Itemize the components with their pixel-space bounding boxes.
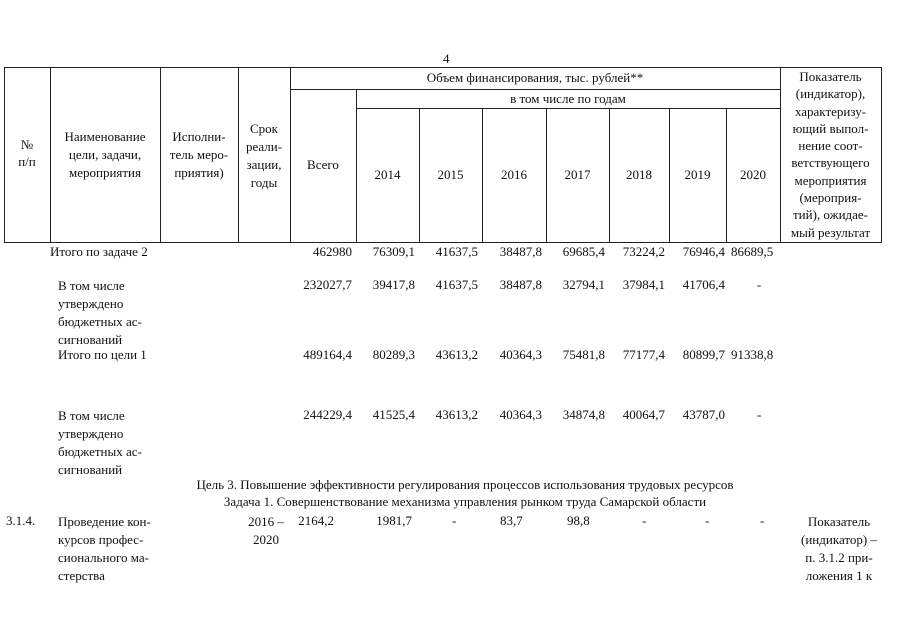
- value-cell: 39417,8: [372, 277, 415, 292]
- header-by-years: в том числе по годам: [510, 91, 626, 106]
- value-cell: 75481,8: [562, 347, 605, 362]
- value-cell: 41525,4: [372, 407, 415, 422]
- value-cell: 77177,4: [622, 347, 665, 362]
- value-cell: 43787,0: [682, 407, 725, 422]
- value-cell: 83,7: [500, 513, 523, 528]
- value-cell: 86689,5: [731, 244, 774, 259]
- header-name: Наименование цели, задачи, мероприятия: [64, 129, 146, 180]
- value-cell: 41706,4: [682, 277, 725, 292]
- header-funding: Объем финансирования, тыс. рублей**: [426, 70, 644, 85]
- value-cell: 232027,7: [303, 277, 352, 292]
- value-cell: -: [452, 513, 457, 528]
- value-cell: 43613,2: [435, 347, 478, 362]
- item-314-num: 3.1.4.: [6, 513, 36, 528]
- value-cell: 69685,4: [562, 244, 605, 259]
- header-total: Всего: [307, 157, 339, 172]
- value-cell: 40064,7: [622, 407, 665, 422]
- value-cell: 37984,1: [622, 277, 665, 292]
- task1-title: Задача 1. Совершенствование механизма управления рынком труда Самарской области: [223, 494, 707, 509]
- value-cell: 80289,3: [372, 347, 415, 362]
- value-cell: 40364,3: [499, 407, 542, 422]
- header-year: 2017: [564, 167, 591, 182]
- value-cell: 73224,2: [622, 244, 665, 259]
- value-cell: 1981,7: [376, 513, 412, 528]
- header-year: 2020: [740, 167, 766, 182]
- header-year: 2015: [437, 167, 464, 182]
- page-number: 4: [443, 51, 450, 66]
- value-cell: 38487,8: [499, 244, 542, 259]
- value-cell: 489164,4: [303, 347, 352, 362]
- value-cell: -: [642, 513, 647, 528]
- value-cell: 76309,1: [372, 244, 415, 259]
- header-executor: Исполни- тель меро- приятия): [169, 129, 229, 180]
- value-cell: 80899,7: [682, 347, 725, 362]
- row-label-goal1-total: Итого по цели 1: [58, 347, 147, 362]
- value-cell: -: [705, 513, 710, 528]
- value-cell: 76946,4: [682, 244, 725, 259]
- value-cell: 91338,8: [731, 347, 774, 362]
- value-cell: 34874,8: [562, 407, 605, 422]
- goal3-title: Цель 3. Повышение эффективности регулирования процессов использования трудовых ресурсов: [196, 477, 734, 492]
- header-indicator: Показатель (индикатор), характеризу- ющий выпол- нение соот- ветствующего мероприятия (мероприя- тий), ожидае- мый результат: [790, 69, 871, 240]
- value-cell: 98,8: [567, 513, 590, 528]
- value-cell: 43613,2: [435, 407, 478, 422]
- header-num: № п/п: [18, 137, 36, 169]
- value-cell: 2164,2: [298, 513, 334, 528]
- header-year: 2019: [684, 167, 711, 182]
- item-314-name: Проведение кон- курсов профес- сионального ма- стерства: [58, 514, 151, 583]
- item-314-term: 2016 – 2020: [248, 514, 284, 547]
- value-cell: 41637,5: [435, 244, 478, 259]
- header-year: 2016: [501, 167, 527, 182]
- header-year: 2018: [626, 167, 652, 182]
- value-cell: 40364,3: [499, 347, 542, 362]
- header-year: 2014: [374, 167, 401, 182]
- row-label-task2-total: Итого по задаче 2: [50, 244, 148, 259]
- value-cell: -: [760, 513, 765, 528]
- value-cell: 38487,8: [499, 277, 542, 292]
- row-label-goal1-approved: В том числе утверждено бюджетных ас- сигнований: [58, 408, 142, 477]
- row-label-task2-approved: В том числе утверждено бюджетных ас- сигнований: [58, 278, 142, 347]
- item-314-indicator: Показатель (индикатор) – п. 3.1.2 при- ложения 1 к: [801, 514, 877, 583]
- value-cell: 462980: [313, 244, 352, 259]
- value-cell: 32794,1: [562, 277, 605, 292]
- header-term: Срок реали- зации, годы: [245, 121, 283, 190]
- value-cell: -: [757, 407, 762, 422]
- value-cell: 244229,4: [303, 407, 352, 422]
- value-cell: -: [757, 277, 762, 292]
- value-cell: 41637,5: [435, 277, 478, 292]
